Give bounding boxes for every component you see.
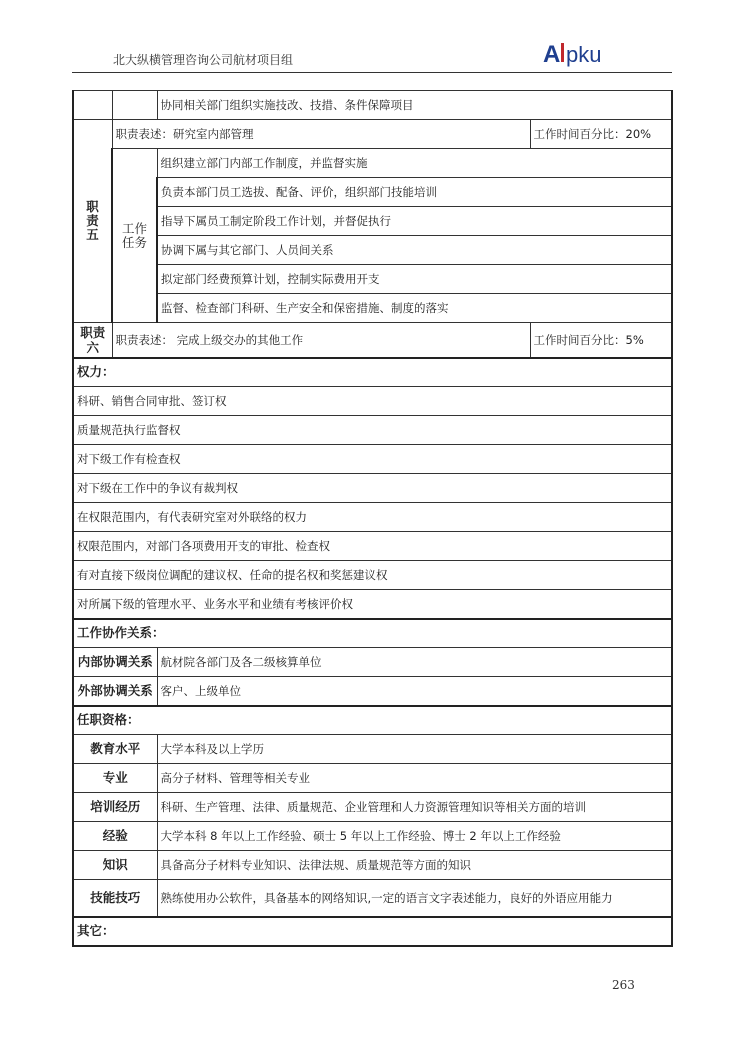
table-row <box>73 793 672 822</box>
duty5-task: 组织建立部门内部工作制度，并监督实施 <box>157 149 672 178</box>
table-row <box>73 503 672 532</box>
duty5-task: 负责本部门员工选拔、配备、评价，组织部门技能培训 <box>157 178 672 207</box>
qualification-label: 经验 <box>73 822 157 851</box>
duty5-time: 工作时间百分比：20% <box>530 120 672 149</box>
table-row <box>73 677 672 706</box>
relations-title: 工作协作关系： <box>73 619 672 648</box>
duty6-label: 职责 六 <box>73 323 112 358</box>
table-row <box>73 706 672 735</box>
authority-item: 权限范围内，对部门各项费用开支的审批、检查权 <box>73 532 672 561</box>
other-title: 其它： <box>73 917 672 946</box>
table-row <box>73 178 672 207</box>
table-row <box>73 358 672 387</box>
table-row <box>73 764 672 793</box>
table-row <box>73 445 672 474</box>
svg-text:pku: pku <box>566 42 602 67</box>
svg-text:A: A <box>543 41 561 68</box>
duty5-desc: 职责表述：研究室内部管理 <box>112 120 530 149</box>
qualification-label: 专业 <box>73 764 157 793</box>
header-title: 北大纵横管理咨询公司航材项目组 <box>113 53 294 67</box>
qualification-label: 培训经历 <box>73 793 157 822</box>
task-label: 工作 任务 <box>112 149 157 323</box>
duty6-time: 工作时间百分比：5% <box>530 323 672 358</box>
table-row <box>73 323 672 358</box>
table-row <box>73 735 672 764</box>
qualification-value: 大学本科 8 年以上工作经验、硕士 5 年以上工作经验、博士 2 年以上工作经验 <box>157 822 672 851</box>
table-row <box>73 294 672 323</box>
table-row <box>73 880 672 917</box>
table-row <box>73 619 672 648</box>
table-row <box>73 416 672 445</box>
qualification-label: 技能技巧 <box>73 880 157 917</box>
duty5-task: 监督、检查部门科研、生产安全和保密措施、制度的落实 <box>157 294 672 323</box>
qualification-label: 知识 <box>73 851 157 880</box>
qualification-value: 科研、生产管理、法律、质量规范、企业管理和人力资源管理知识等相关方面的培训 <box>157 793 672 822</box>
duty6-desc: 职责表述： 完成上级交办的其他工作 <box>112 323 530 358</box>
job-description-table <box>72 90 673 947</box>
qualification-label: 教育水平 <box>73 735 157 764</box>
duty5-label: 职 责 五 <box>73 120 112 323</box>
qualification-value: 高分子材料、管理等相关专业 <box>157 764 672 793</box>
duty5-task: 指导下属员工制定阶段工作计划，并督促执行 <box>157 207 672 236</box>
qualification-title: 任职资格： <box>73 706 672 735</box>
table-row <box>73 236 672 265</box>
authority-title: 权力： <box>73 358 672 387</box>
qualification-value: 熟练使用办公软件，具备基本的网络知识,一定的语言文字表述能力，良好的外语应用能力 <box>157 880 672 917</box>
table-row <box>73 149 672 178</box>
duty5-task: 拟定部门经费预算计划，控制实际费用开支 <box>157 265 672 294</box>
table-row <box>73 532 672 561</box>
authority-item: 对所属下级的管理水平、业务水平和业绩有考核评价权 <box>73 590 672 619</box>
qualification-value: 大学本科及以上学历 <box>157 735 672 764</box>
internal-relation-value: 航材院各部门及各二级核算单位 <box>157 648 672 677</box>
authority-item: 质量规范执行监督权 <box>73 416 672 445</box>
qualification-value: 具备高分子材料专业知识、法律法规、质量规范等方面的知识 <box>157 851 672 880</box>
table-row <box>73 207 672 236</box>
authority-item: 有对直接下级岗位调配的建议权、任命的提名权和奖惩建议权 <box>73 561 672 590</box>
duty5-task: 协调下属与其它部门、人员间关系 <box>157 236 672 265</box>
table-row <box>73 917 672 946</box>
authority-item: 对下级在工作中的争议有裁判权 <box>73 474 672 503</box>
table-row <box>73 590 672 619</box>
table-row <box>73 648 672 677</box>
internal-relation-label: 内部协调关系 <box>73 648 157 677</box>
table-row <box>73 851 672 880</box>
external-relation-label: 外部协调关系 <box>73 677 157 706</box>
table-row <box>73 822 672 851</box>
table-row <box>73 265 672 294</box>
company-logo <box>541 38 633 68</box>
table-row <box>73 387 672 416</box>
table-row <box>73 91 672 120</box>
prev-task: 协同相关部门组织实施技改、技措、条件保障项目 <box>157 91 672 120</box>
authority-item: 对下级工作有检查权 <box>73 445 672 474</box>
external-relation-value: 客户、上级单位 <box>157 677 672 706</box>
authority-item: 在权限范围内，有代表研究室对外联络的权力 <box>73 503 672 532</box>
page-number: 263 <box>612 978 635 992</box>
authority-item: 科研、销售合同审批、签订权 <box>73 387 672 416</box>
header-divider <box>72 72 672 73</box>
table-row <box>73 120 672 149</box>
table-row <box>73 561 672 590</box>
table-row <box>73 474 672 503</box>
